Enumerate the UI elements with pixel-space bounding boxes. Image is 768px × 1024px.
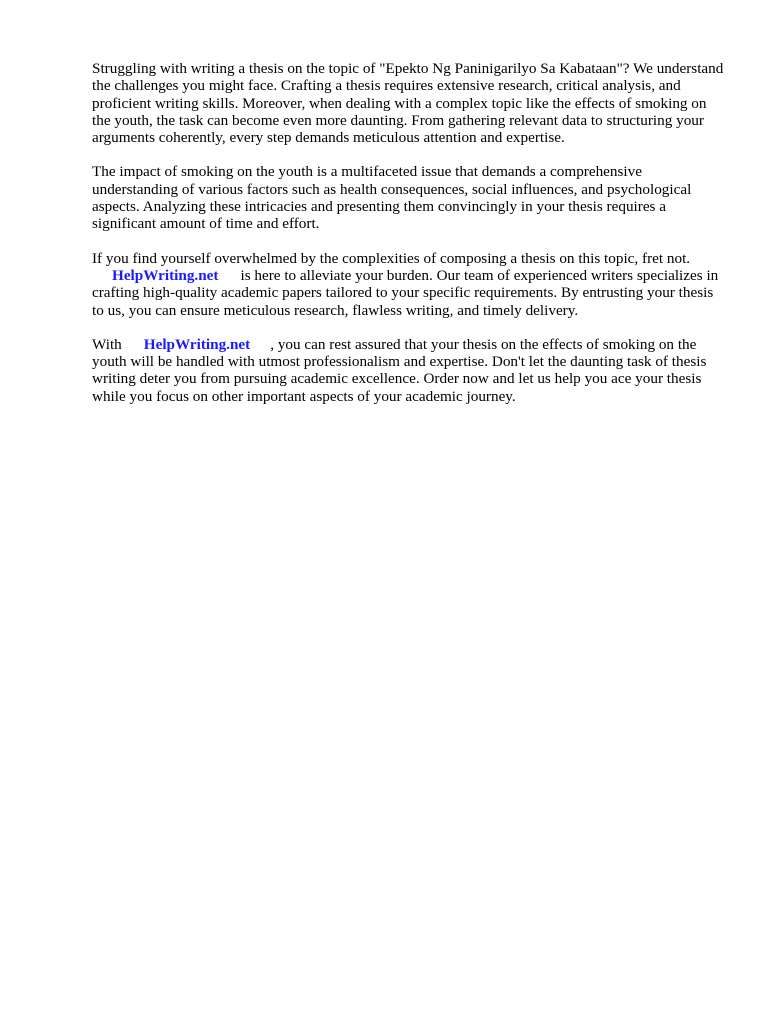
paragraph-closing xyxy=(92,336,728,405)
paragraph-offer-text-after: is here to alleviate your burden. Our team of experienced writers specializes in crafting high-quality academic papers tailored to your specific requirements. By entrusting your thesis to us, you can ensure meticulous research, flawless writing, and timely delivery. xyxy=(92,266,719,319)
helpwriting-link[interactable]: HelpWriting.net xyxy=(112,266,219,284)
paragraph-closing-text-after: , you can rest assured that your thesis on the effects of smoking on the youth will be handled with utmost professionalism and expertise. Don't let the daunting task of thesis writing deter you from pursuing academic excellence. Order now and let us help you ace your thesis while you focus on other important aspects of your academic journey. xyxy=(92,335,707,405)
paragraph-intro xyxy=(92,60,728,146)
paragraph-impact xyxy=(92,163,728,232)
document-page xyxy=(92,60,728,422)
helpwriting-link-2[interactable]: HelpWriting.net xyxy=(143,335,251,353)
paragraph-offer-text-before: If you find yourself overwhelmed by the complexities of composing a thesis on this topic, fret not. xyxy=(92,249,691,267)
paragraph-closing-text-before: With xyxy=(92,335,122,353)
paragraph-offer xyxy=(92,250,728,319)
paragraph-intro-text: Struggling with writing a thesis on the topic of "Epekto Ng Paninigarilyo Sa Kabataan"? We understand the challenges you might face. Crafting a thesis requires extensive research, critical analysis, and proficient writing skills. Moreover, when dealing with a complex topic like the effects of smoking on the youth, the task can become even more daunting. From gathering relevant data to structuring your arguments coherently, every step demands meticulous attention and expertise. xyxy=(92,60,724,147)
paragraph-impact-text: The impact of smoking on the youth is a multifaceted issue that demands a comprehensive understanding of various factors such as health consequences, social influences, and psychological aspects. Analyzing these intricacies and presenting them convincingly in your thesis requires a significant amount of time and effort. xyxy=(92,163,692,233)
